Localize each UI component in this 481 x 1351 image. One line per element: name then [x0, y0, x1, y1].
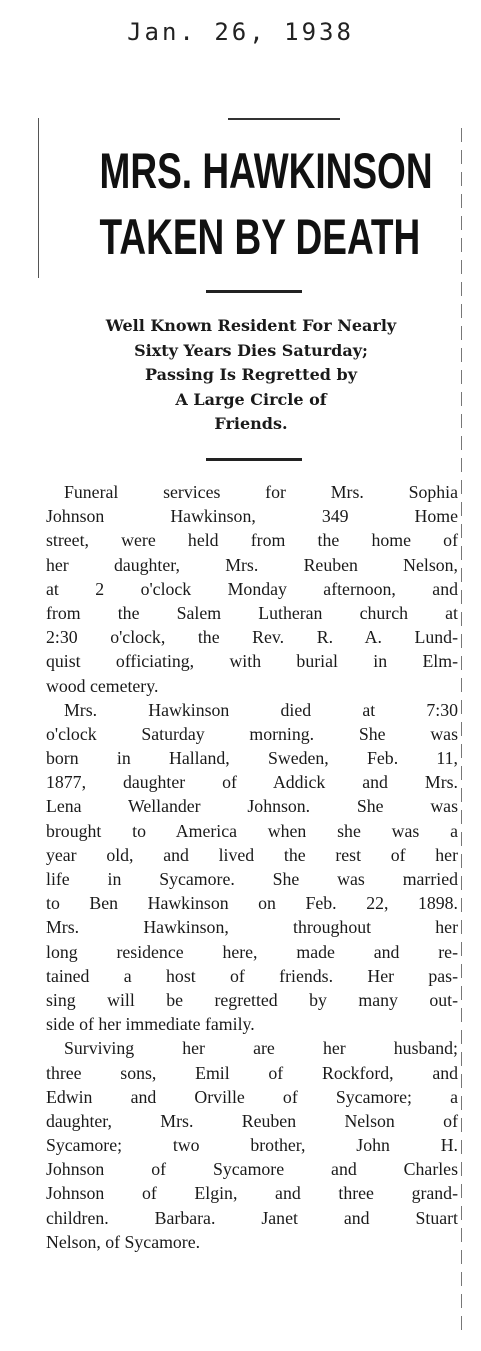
- column-rule-right: [461, 128, 462, 1338]
- p3-line: daughter, Mrs. Reuben Nelson of: [46, 1110, 458, 1131]
- p1-line: at 2 o'clock Monday afternoon, and: [46, 578, 458, 599]
- p2-line: born in Halland, Sweden, Feb. 11,: [46, 748, 458, 769]
- p2-line: Lena Wellander Johnson. She was: [46, 796, 458, 817]
- headline: [99, 138, 433, 270]
- deck-line-1: Well Known Resident For Nearly: [105, 316, 397, 335]
- p2-line: Mrs. Hawkinson died at 7:30: [64, 699, 458, 720]
- p1-line: wood cemetery.: [46, 675, 159, 696]
- p1-line: 2:30 o'clock, the Rev. R. A. Lund-: [46, 627, 458, 648]
- p2-line: sing will be regretted by many out-: [46, 989, 458, 1010]
- p3-line: Nelson, of Sycamore.: [46, 1231, 201, 1252]
- p2-line: o'clock Saturday morning. She was: [46, 723, 458, 744]
- p3-line: children. Barbara. Janet and Stuart: [46, 1207, 458, 1228]
- deck-line-5: Friends.: [214, 414, 288, 433]
- deck-line-3: Passing Is Regretted by: [145, 365, 357, 384]
- p3-line: three sons, Emil of Rockford, and: [46, 1062, 458, 1083]
- headline-top-rule: [228, 118, 340, 120]
- p3-line: Sycamore; two brother, John H.: [46, 1135, 458, 1156]
- article-body: [46, 480, 458, 1254]
- p1-line: her daughter, Mrs. Reuben Nelson,: [46, 554, 458, 575]
- p3-line: Surviving her are her husband;: [64, 1038, 458, 1059]
- p1-line: quist officiating, with burial in Elm-: [46, 651, 458, 672]
- p2-line: long residence here, made and re-: [46, 941, 458, 962]
- headline-divider: [206, 290, 302, 293]
- clipping-date: Jan. 26, 1938: [127, 18, 354, 46]
- p2-line: year old, and lived the rest of her: [46, 844, 458, 865]
- p3-line: Johnson of Sycamore and Charles: [46, 1159, 458, 1180]
- p1-line: from the Salem Lutheran church at: [46, 602, 458, 623]
- deck-line-4: A Large Circle of: [175, 389, 327, 409]
- p2-line: tained a host of friends. Her pas-: [46, 965, 458, 986]
- p2-line: life in Sycamore. She was married: [46, 869, 458, 889]
- p1-line: street, were held from the home of: [46, 530, 458, 551]
- headline-line-1: MRS. HAWKINSON: [99, 143, 433, 199]
- p2-line: brought to America when she was a: [46, 820, 458, 841]
- headline-line-2: TAKEN BY DEATH: [99, 209, 421, 265]
- p2-line: 1877, daughter of Addick and Mrs.: [46, 772, 458, 793]
- subheadline-deck: [46, 314, 456, 437]
- deck-divider: [206, 458, 302, 461]
- newspaper-clipping: [38, 118, 458, 1343]
- column-rule-left: [38, 118, 39, 278]
- p1-line: Johnson Hawkinson, 349 Home: [46, 506, 458, 527]
- p2-line: Mrs. Hawkinson, throughout her: [46, 917, 458, 938]
- deck-line-2: Sixty Years Dies Saturday;: [134, 340, 368, 360]
- p3-line: Edwin and Orville of Sycamore; a: [46, 1086, 458, 1107]
- p1-line: Funeral services for Mrs. Sophia: [64, 482, 458, 502]
- p3-line: Johnson of Elgin, and three grand-: [46, 1183, 458, 1204]
- p2-line: to Ben Hawkinson on Feb. 22, 1898.: [46, 893, 458, 914]
- p2-line: side of her immediate family.: [46, 1014, 255, 1035]
